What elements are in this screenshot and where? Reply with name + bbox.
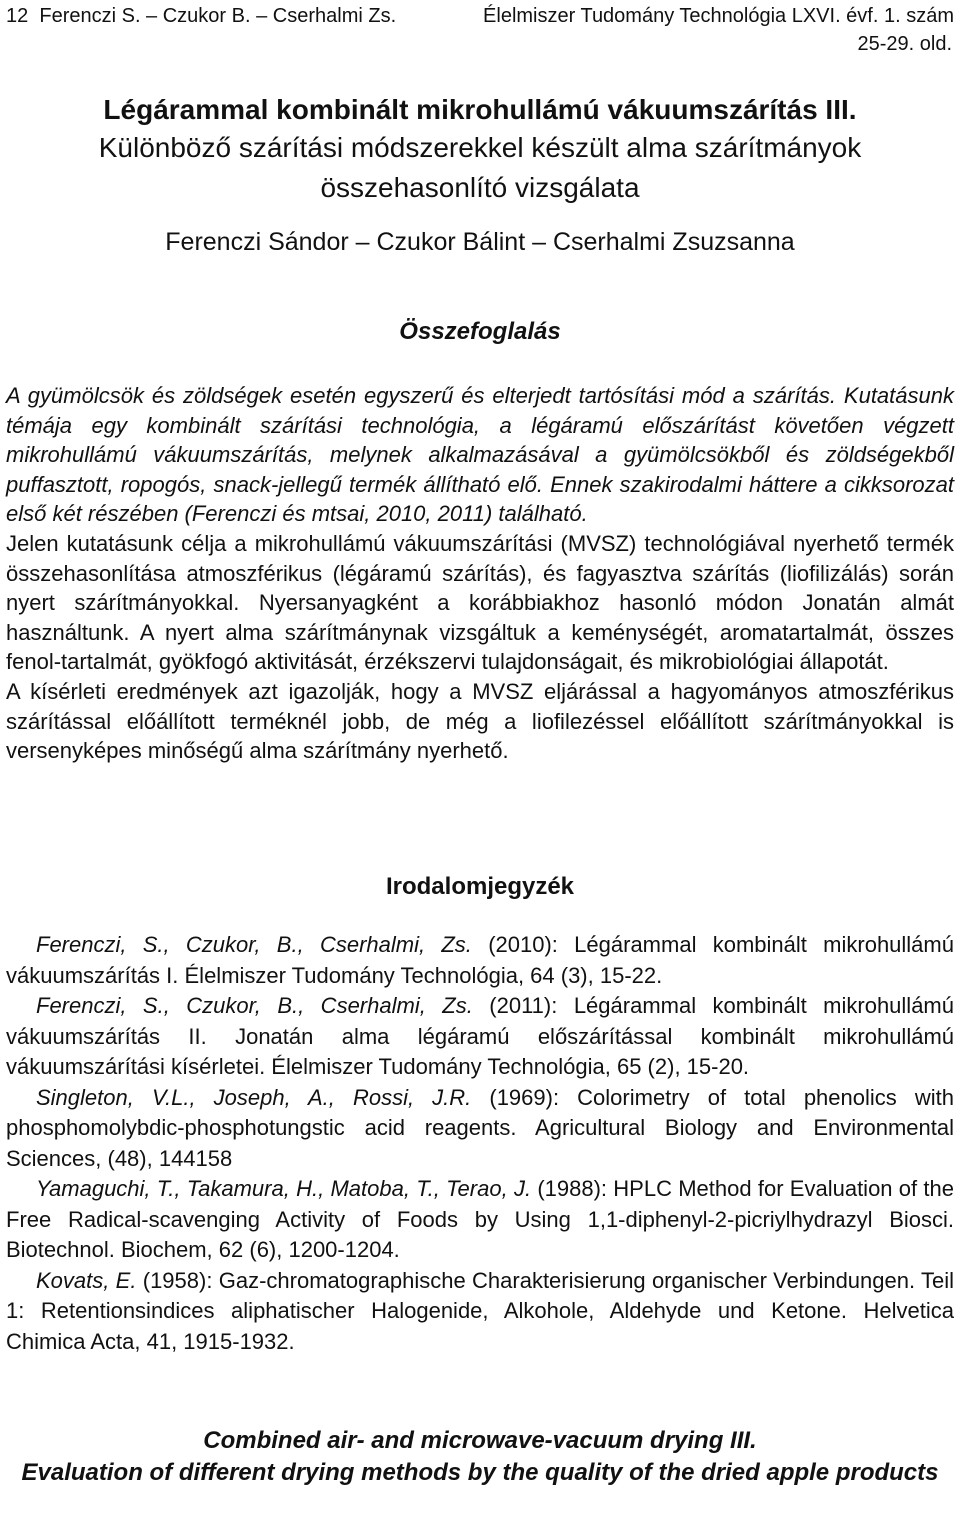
header-pages: 25-29. old.: [857, 33, 952, 55]
reference-item: [6, 991, 954, 1083]
abstract-paragraph-3: A kísérleti eredmények azt igazolják, hogy a MVSZ eljárással a hagyományos atmoszférikus szárítással előállított terméknél jobb, de még a liofilezéssel előállított szárítmányokkal is versenyképes minőségű alma szárítmány nyerhető.: [6, 678, 954, 764]
subtitle-line-2: összehasonlító vizsgálata: [320, 172, 640, 203]
reference-item: [6, 1083, 954, 1175]
english-title-line-2: Evaluation of different drying methods by the quality of the dried apple products: [21, 1459, 939, 1486]
abstract-paragraph-1: A gyümölcsök és zöldségek esetén egyszerű és elterjedt tartósítási mód a szárítás. Kutatásunk témája egy kombinált szárítási technológia, a légáramú előszárítást követően végzett mikrohullámú vákuumszárítás, melynek alkalmazásával a gyümölcsökből és zöldségekből puffasztott, ropogós, snack-jellegű termék állítható elő. Ennek szakirodalmi háttere a cikksorozat első két részében (Ferenczi és mtsai, 2010, 2011) található.: [6, 383, 954, 527]
english-title: [0, 1425, 960, 1489]
reference-authors: Singleton, V.L., Joseph, A., Rossi, J.R.: [36, 1084, 472, 1110]
reference-authors: Yamaguchi, T., Takamura, H., Matoba, T., Terao, J.: [36, 1176, 532, 1201]
abstract-paragraph-2: Jelen kutatásunk célja a mikrohullámú vákuumszárítási (MVSZ) technológiával nyerhető termék összehasonlítása atmoszférikus (légáramú szárítás), és fagyasztva szárítás (liofilizálás) során nyert szárítmányokkal. Nyersanyagként a korábbiakhoz hasonló módon Jonatán almát használtunk. A nyert alma szárítmánynak vizsgáltuk a keménységét, aromatartalmát, összes fenol-tartalmát, gyökfogó aktivitását, érzékszervi tulajdonságait, és mikrobiológiai állapotát.: [6, 530, 954, 675]
reference-item: [6, 1266, 954, 1358]
article-title: Légárammal kombinált mikrohullámú vákuumszárítás III.: [103, 94, 857, 125]
reference-text: (1969): Colorimetry of total phenolics with phosphomolybdic-phosphotungstic acid reagents. Agricultural Biology and Environmental Sciences, (48), 144158: [6, 1084, 954, 1171]
references-heading: Irodalomjegyzék: [385, 873, 575, 900]
reference-list: [6, 930, 954, 1357]
reference-item: [6, 1174, 954, 1266]
article-subtitle: [0, 128, 960, 208]
subtitle-line-1: Különböző szárítási módszerekkel készült alma szárítmányok: [98, 132, 862, 163]
reference-item: [6, 930, 954, 991]
reference-text: (2010): Légárammal kombinált mikrohullámú vákuumszárítás I. Élelmiszer Tudomány Technológia, 64 (3), 15-22.: [6, 932, 954, 988]
reference-authors: Ferenczi, S., Czukor, B., Cserhalmi, Zs.: [36, 932, 472, 957]
reference-authors: Kovats, E.: [36, 1267, 137, 1293]
reference-authors: Ferenczi, S., Czukor, B., Cserhalmi, Zs.: [36, 993, 473, 1018]
summary-heading: Összefoglalás: [399, 318, 561, 345]
reference-text: (2011): Légárammal kombinált mikrohullámú vákuumszárítás II. Jonatán alma légáramú előszárítással kombinált mikrohullámú vákuumszárítási kísérletei. Élelmiszer Tudomány Technológia, 65 (2), 15-20.: [6, 993, 954, 1079]
reference-text: (1988): HPLC Method for Evaluation of the Free Radical-scavenging Activity of Foods by Using 1,1-diphenyl-2-picriylhydrazyl Biosci. Biotechnol. Biochem, 62 (6), 1200-1204.: [6, 1176, 954, 1262]
english-title-line-1: Combined air- and microwave-vacuum drying III.: [203, 1427, 757, 1454]
reference-text: (1958): Gaz-chromatographische Charakterisierung organischer Verbindungen. Teil 1: Retentionsindices aliphatischer Halogenide, Alkohole, Aldehyde und Ketone. Helvetica Chimica Acta, 41, 1915-1932.: [6, 1267, 954, 1354]
abstract: [6, 381, 954, 766]
author-list: Ferenczi Sándor – Czukor Bálint – Cserhalmi Zsuzsanna: [165, 228, 795, 256]
header-journal: Élelmiszer Tudomány Technológia LXVI. évf. 1. szám: [483, 5, 954, 27]
header-left: 12 Ferenczi S. – Czukor B. – Cserhalmi Zs.: [6, 5, 397, 27]
